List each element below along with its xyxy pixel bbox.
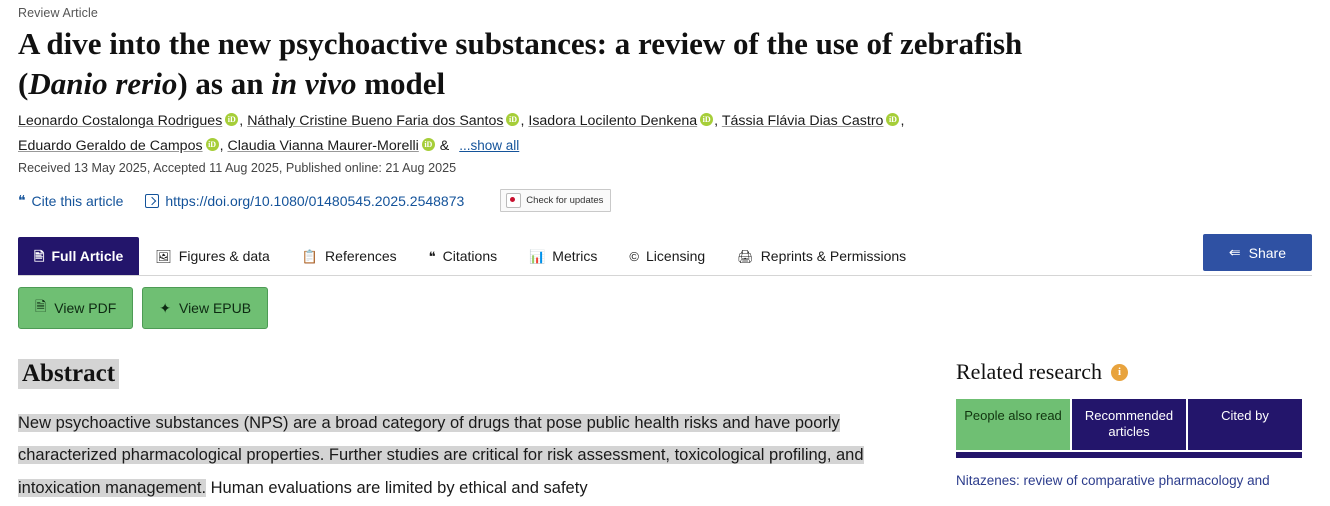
author-link[interactable]: Eduardo Geraldo de Campos [18,137,203,154]
doi-label: https://doi.org/10.1080/01480545.2025.2548873 [165,192,465,209]
cite-label: Cite this article [31,192,124,209]
author-link[interactable]: Claudia Vianna Maurer-Morelli [227,137,419,154]
related-research-heading [956,359,1312,385]
abstract-remaining-text: Human evaluations are limited by ethical and safety [206,478,588,497]
printer-icon: 🖨 [737,248,754,264]
authors-ampersand: & [439,137,450,154]
abstract-heading: Abstract [18,359,119,389]
tab-label: References [325,248,397,265]
tab-label: Figures & data [178,248,270,265]
list-item[interactable]: Nitazenes: review of comparative pharmacology and [956,472,1270,488]
show-all-authors-link[interactable]: ...show all [459,137,520,153]
copyright-icon: © [629,248,640,264]
tab-label: Metrics [552,248,598,265]
article-body-columns [18,359,1312,504]
article-meta-row [18,189,1312,212]
related-research-label: Related research [956,359,1102,385]
related-tab-cited-by[interactable]: Cited by [1188,399,1302,450]
quote-icon: ❝ [18,192,26,209]
tab-list [18,237,1203,275]
tab-label: Reprints & Permissions [760,248,907,265]
article-type-label: Review Article [18,6,98,20]
author-list: Leonardo Costalonga Rodrigues iD , Náthaly Cristine Bueno Faria dos Santos iD , Isadora Locilento Denkena iD , Tássia Flávia Dias Castro iD , Eduardo Geraldo de Campos iD , Claudia Vianna Maurer-Morelli iD & ...show all [18,109,1028,158]
orcid-icon[interactable] [886,113,899,126]
crossmark-label: Check for updates [526,195,604,207]
title-text-2: ) as an [177,65,272,101]
view-pdf-label: View PDF [54,300,117,317]
download-buttons [18,287,1312,329]
tab-reprints-permissions[interactable] [721,237,922,275]
epub-icon: ✦ [159,299,171,316]
related-tab-people-also-read[interactable]: People also read [956,399,1070,450]
title-italic-danio-rerio: Danio rerio [28,65,178,101]
orcid-icon[interactable] [225,113,238,126]
abstract-highlighted-text: New psychoactive substances (NPS) are a broad category of drugs that pose public health risks and have poorly characterized pharmacological properties. Further studies are critical for risk assessment, toxicological profiling, and intoxication management. [18,414,864,497]
tab-full-article[interactable] [18,237,139,275]
tab-metrics[interactable] [513,237,613,275]
related-research-column [918,359,1312,504]
article-tabs [18,234,1312,276]
title-italic-in-vivo: in vivo [271,65,357,101]
page-title [18,24,1028,103]
share-button[interactable] [1203,234,1312,271]
pdf-icon: 🗎 [35,298,47,315]
view-pdf-button[interactable] [18,287,133,329]
abstract-text [18,407,893,504]
related-tab-list [956,399,1302,450]
tab-label: Full Article [51,248,124,265]
orcid-icon[interactable] [206,138,219,151]
orcid-icon[interactable] [506,113,519,126]
title-text-1: A dive into the new psychoactive substances: a review of the use of zebrafish ( [18,26,1023,101]
image-icon: 🖼 [155,248,172,264]
tab-label: Licensing [646,248,706,265]
author-link[interactable]: Leonardo Costalonga Rodrigues [18,113,223,130]
author-link[interactable]: Isadora Locilento Denkena [528,113,698,130]
share-label: Share [1248,244,1286,261]
title-text-3: model [356,65,446,101]
abstract-column [18,359,918,504]
related-results-panel [956,452,1302,491]
author-link[interactable]: Tássia Flávia Dias Castro [721,113,884,130]
info-icon[interactable]: i [1111,364,1128,381]
quote-icon: ❝ [428,248,436,264]
tab-citations[interactable] [413,237,513,275]
publication-dates: Received 13 May 2025, Accepted 11 Aug 2025, Published online: 21 Aug 2025 [18,161,457,176]
author-link[interactable]: Náthaly Cristine Bueno Faria dos Santos [247,113,504,130]
cite-this-article-link[interactable] [18,192,123,209]
crossmark-icon [506,193,521,208]
doi-link[interactable] [145,193,464,209]
list-icon: 📋 [301,248,319,264]
crossmark-badge[interactable] [500,189,611,212]
tab-references[interactable] [286,237,413,275]
orcid-icon[interactable] [700,113,713,126]
orcid-icon[interactable] [422,138,435,151]
share-icon: ⇚ [1228,244,1241,261]
tab-label: Citations [442,248,498,265]
tab-figures-and-data[interactable] [139,237,286,275]
view-epub-label: View EPUB [178,300,252,317]
tab-licensing[interactable] [613,237,721,275]
document-icon: 🖹 [34,248,45,264]
external-link-icon [145,194,159,208]
view-epub-button[interactable] [142,287,268,329]
bar-chart-icon: 📊 [529,248,546,264]
related-tab-recommended-articles[interactable]: Recommended articles [1072,399,1186,450]
